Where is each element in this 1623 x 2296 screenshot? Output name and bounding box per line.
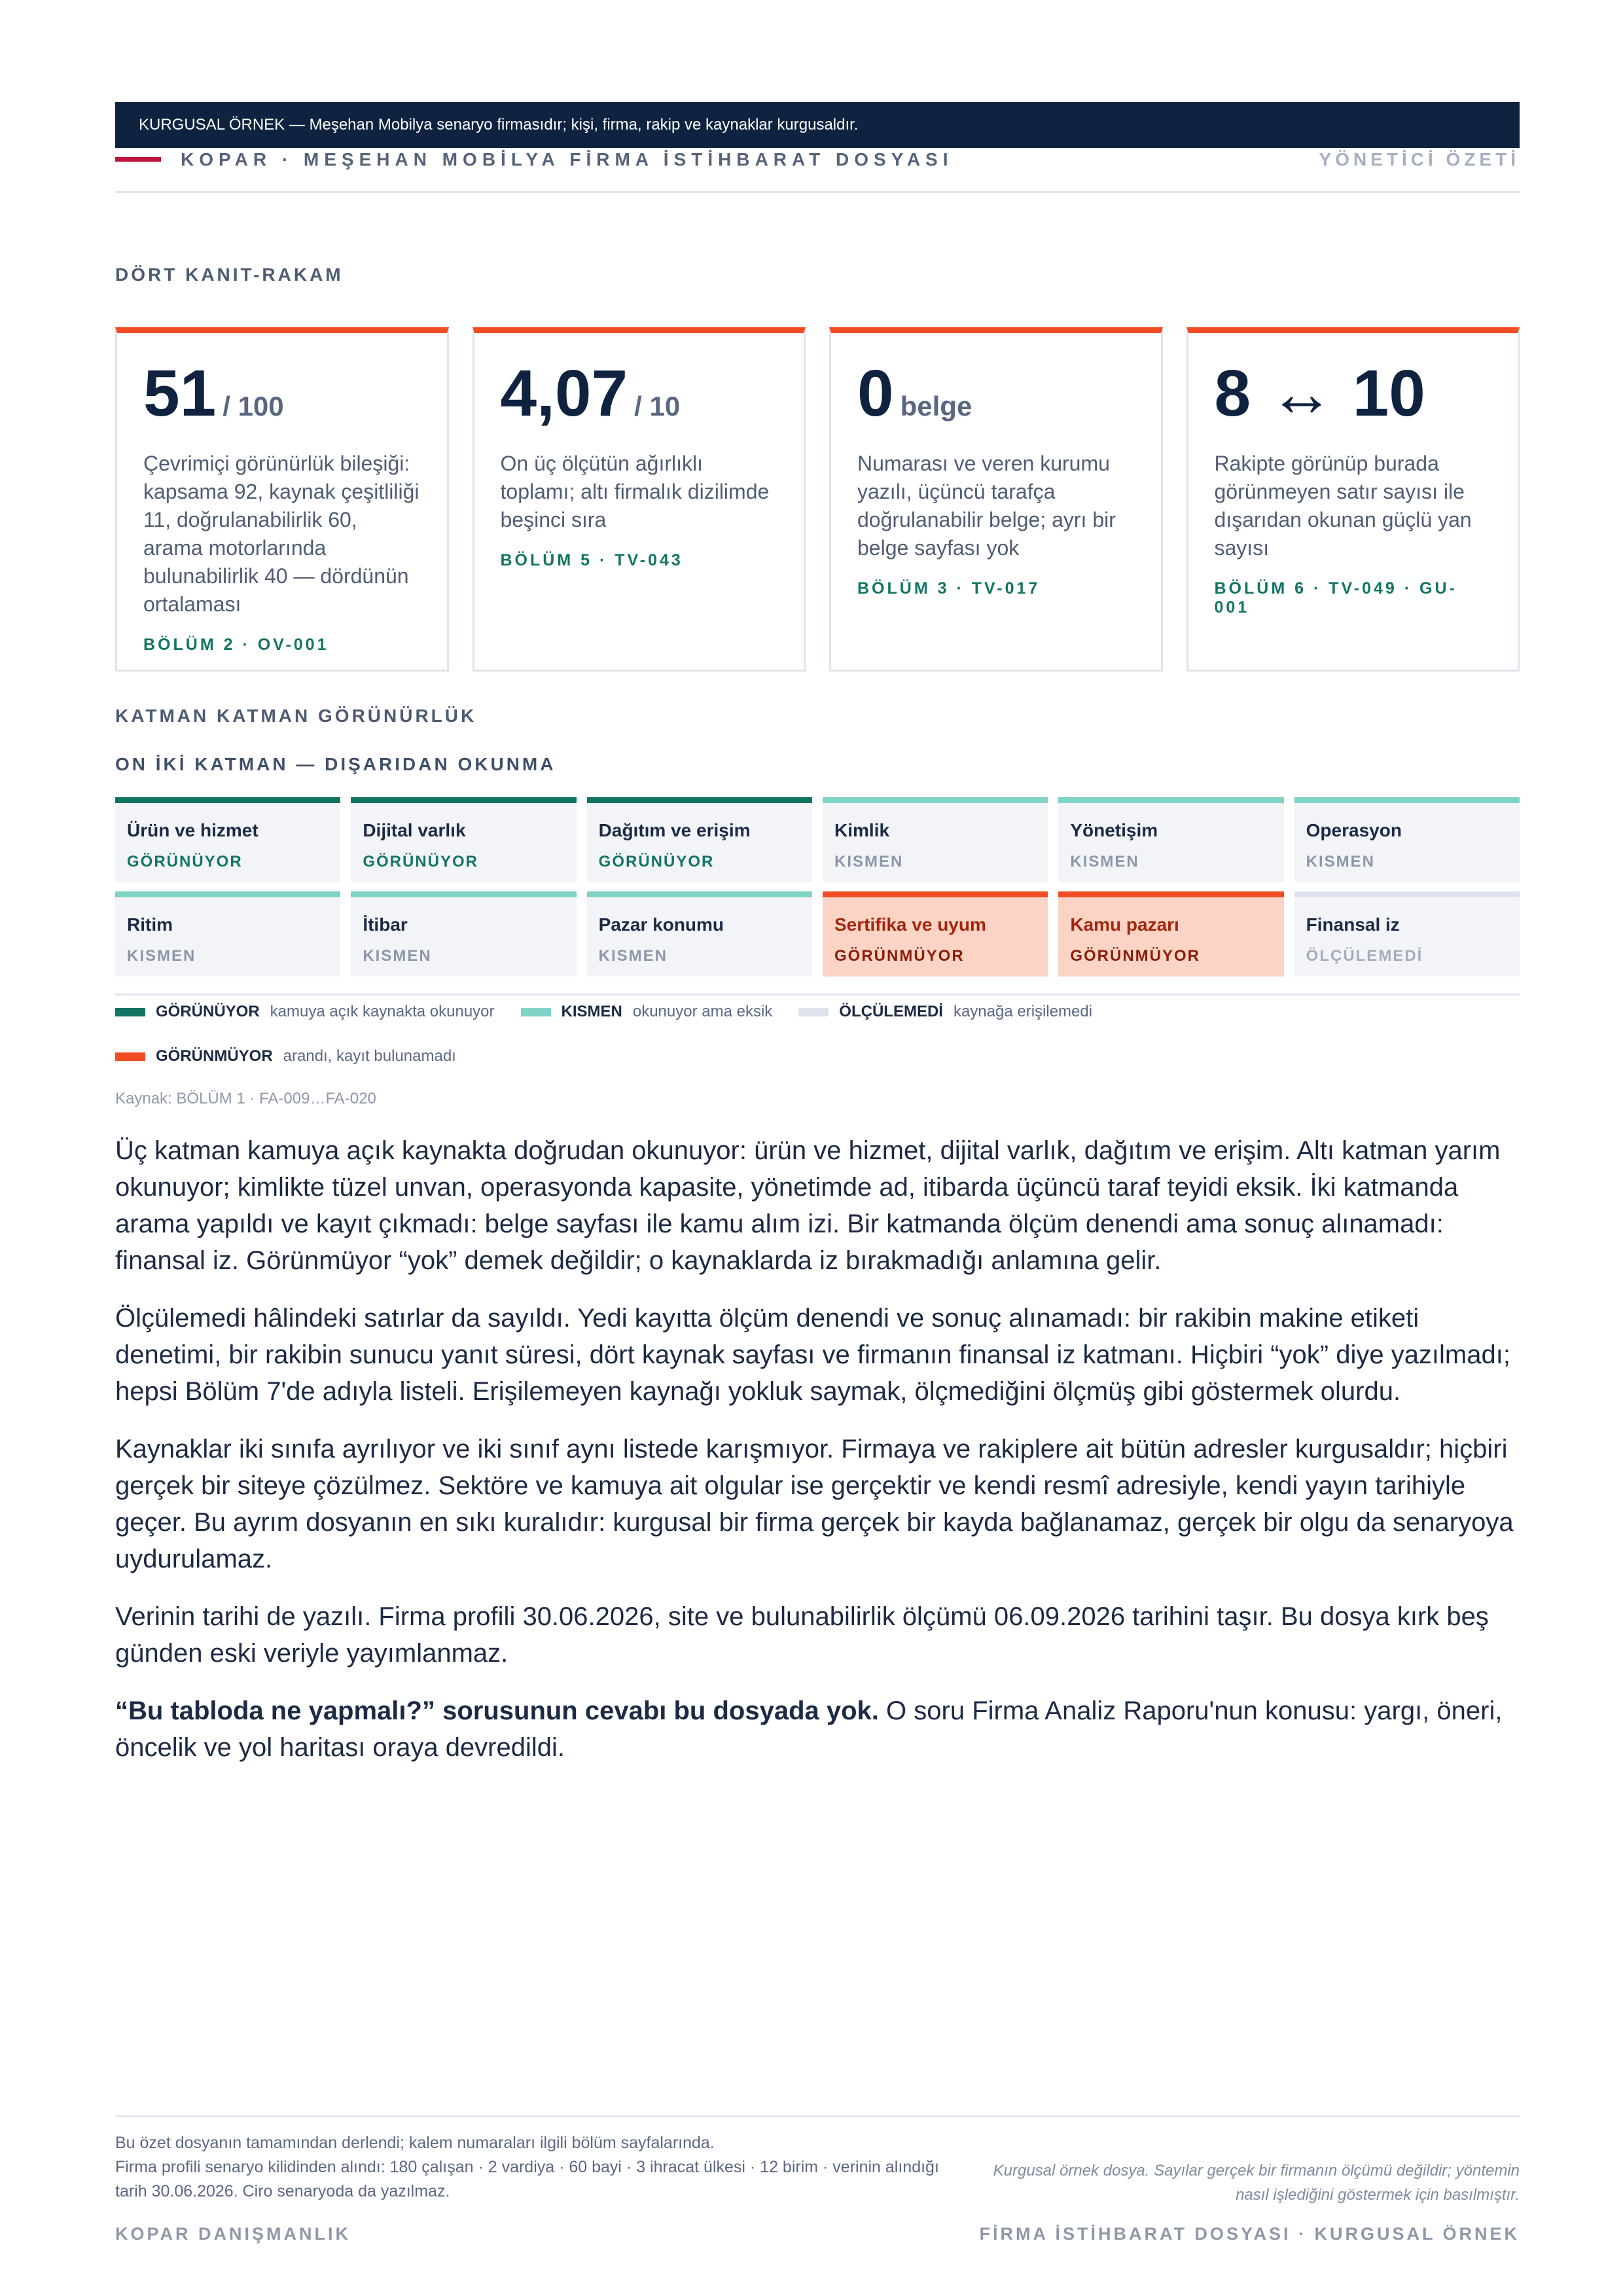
card-reference: BÖLÜM 3 · TV-017 [857, 579, 1041, 598]
paragraph: Üç katman kamuya açık kaynakta doğrudan okunuyor: ürün ve hizmet, dijital varlık, dağıtım ve erişim. Altı katman yarım okunuyor; kimlikte tüzel unvan, operasyonda kapasite, yönetimde ad, itibarda üçüncü taraf teyidi eksik. İki katmanda arama yapıldı ve kayıt çıkmadı: belge sayfası ile kamu alım izi. Bir katmanda ölçüm denendi ama sonuç alınamadı: finansal iz. Görünmüyor “yok” demek değildir; o kaynaklarda iz bırakmadığı anlamına gelir. [115, 1136, 1501, 1275]
layer-grid [115, 797, 1520, 977]
layer-status: KISMEN [834, 853, 904, 870]
layer-status: KISMEN [1070, 853, 1139, 870]
grid-divider [115, 994, 1520, 996]
card-reference: BÖLÜM 6 · TV-049 · GU-001 [1214, 579, 1457, 617]
card-reference: BÖLÜM 2 · OV-001 [143, 636, 329, 654]
evidence-card [829, 327, 1163, 672]
card-unit: / 10 [634, 391, 681, 422]
footer-note: Bu özet dosyanın tamamından derlendi; kalem numaraları ilgili bölüm sayfalarında. [115, 2134, 715, 2152]
legend-swatch-partial [521, 1008, 551, 1016]
card-description: Numarası ve veren kurumu yazılı, üçüncü tarafça doğrulanabilir belge; ayrı bir belge sayfası yok [857, 452, 1116, 560]
closing-bold: “Bu tabloda ne yapmalı?” sorusunun cevabı bu dosyada yok. [115, 1696, 879, 1725]
layer-name: Dağıtım ve erişim [598, 820, 751, 840]
closing-paragraph [115, 1693, 1520, 1766]
paragraph: Verinin tarihi de yazılı. Firma profili 30.06.2026, site ve bulunabilirlik ölçümü 06.09.2026 tarihini taşır. Bu dosya kırk beş günden eski veriyle yayımlanmaz. [115, 1602, 1489, 1668]
legend-row-1 [115, 1003, 1118, 1021]
fiction-banner: KURGUSAL ÖRNEK — Meşehan Mobilya senaryo firmasıdır; kişi, firma, rakip ve kaynaklar kurgusaldır. [115, 102, 1520, 148]
footer-disclaimer: Kurgusal örnek dosya. Sayılar gerçek bir firmanın ölçümü değildir; yöntemin nasıl işlediğini göstermek için basılmıştır. [993, 2162, 1520, 2204]
evidence-card [115, 327, 449, 672]
footer-note: Firma profili senaryo kilidinden alındı: 180 çalışan · 2 vardiya · 60 bayi · 3 ihracat ülkesi · 12 birim · verinin alındığı tarih 30.06.2026. Ciro senaryoda da yazılmaz. [115, 2158, 939, 2200]
body-text [115, 1132, 1520, 1787]
paragraph: Ölçülemedi hâlindeki satırlar da sayıldı. Yedi kayıtta ölçüm denendi ve sonuç alınamadı: bir rakibin makine etiketi denetimi, bir rakibin sunucu yanıt süresi, dört kaynak sayfası ve firmanın finansal iz katmanı. Hiçbiri “yok” diye yazılmadı; hepsi Bölüm 7'de adıyla listeli. Erişilemeyen kaynağı yokluk saymak, ölçmediğini ölçmüş gibi göstermek olurdu. [115, 1304, 1510, 1406]
layer-name: Pazar konumu [598, 914, 724, 935]
layer-cell [1294, 891, 1520, 977]
card-value: 51 [143, 357, 217, 430]
evidence-cards [115, 327, 1520, 672]
closing-rest: O soru Firma Analiz Raporu'nun konusu: yargı, öneri, öncelik ve yol haritası oraya devredildi. [115, 1696, 1503, 1762]
layer-name: Yönetişim [1070, 820, 1158, 840]
legend-key: ÖLÇÜLEMEDİ [839, 1003, 943, 1020]
layer-name: Ürün ve hizmet [127, 820, 259, 840]
legend-key: GÖRÜNMÜYOR [156, 1047, 273, 1065]
card-value: 0 [857, 357, 894, 430]
layer-cell [587, 797, 812, 882]
legend-key: KISMEN [561, 1003, 622, 1020]
card-value: 4,07 [500, 357, 628, 430]
layer-cell [1294, 797, 1520, 882]
layer-status: KISMEN [363, 947, 432, 965]
layer-cell [1058, 891, 1283, 977]
legend-swatch-visible [115, 1008, 145, 1016]
layers-heading: KATMAN KATMAN GÖRÜNÜRLÜK [115, 706, 477, 726]
layers-subheading: ON İKİ KATMAN — DIŞARIDAN OKUNMA [115, 754, 556, 774]
legend-swatch-invisible [115, 1052, 145, 1061]
layer-status: ÖLÇÜLEMEDİ [1306, 947, 1423, 965]
footer-notes [115, 2131, 972, 2204]
paragraph: Kaynaklar iki sınıfa ayrılıyor ve iki sınıf aynı listede karışmıyor. Firmaya ve rakiplere ait bütün adresler kurgusaldır; hiçbiri gerçek bir siteye çözülmez. Sektöre ve kamuya ait olgular ise gerçektir ve kendi resmî adresiyle, kendi yayın tarihiyle geçer. Bu ayrım dosyanın en sıkı kuralıdır: kurgusal bir firma gerçek bir kayda bağlanamaz, gerçek bir olgu da senaryoya uydurulamaz. [115, 1435, 1514, 1573]
layer-name: Finansal iz [1306, 914, 1400, 935]
header-accent-bar [115, 157, 161, 162]
layer-status: KISMEN [598, 947, 668, 965]
layer-cell [823, 797, 1048, 882]
legend-text: okunuyor ama eksik [632, 1003, 773, 1020]
layer-status: KISMEN [127, 947, 196, 965]
footer-series: FİRMA İSTİHBARAT DOSYASI · KURGUSAL ÖRNEK [979, 2224, 1520, 2244]
header-divider [115, 191, 1520, 193]
card-reference: BÖLÜM 5 · TV-043 [500, 551, 683, 569]
section-title: YÖNETİCİ ÖZETİ [1319, 149, 1520, 170]
card-unit: / 100 [223, 391, 284, 422]
evidence-heading: DÖRT KANIT-RAKAM [115, 264, 344, 285]
card-description: On üç ölçütün ağırlıklı toplamı; altı firmalık dizilimde beşinci sıra [500, 452, 770, 531]
layer-status: KISMEN [1306, 853, 1375, 870]
layer-cell [115, 797, 340, 882]
card-description: Rakipte görünüp burada görünmeyen satır sayısı ile dışarıdan okunan güçlü yan sayısı [1214, 452, 1472, 560]
card-unit: belge [900, 391, 972, 422]
layer-cell [115, 891, 340, 977]
layer-status: GÖRÜNMÜYOR [1070, 947, 1200, 965]
legend-row-2 [115, 1047, 482, 1066]
layer-cell [351, 891, 576, 977]
legend-text: kamuya açık kaynakta okunuyor [270, 1003, 495, 1020]
layer-name: Sertifika ve uyum [834, 914, 986, 935]
layer-cell [1058, 797, 1283, 882]
layer-status: GÖRÜNÜYOR [127, 853, 243, 870]
layer-name: Kimlik [834, 820, 890, 840]
layer-cell [823, 891, 1048, 977]
layer-name: Kamu pazarı [1070, 914, 1179, 935]
footer-divider [115, 2115, 1520, 2117]
evidence-card [473, 327, 806, 672]
layer-cell [587, 891, 812, 977]
layer-status: GÖRÜNÜYOR [598, 853, 715, 870]
legend-text: kaynağa erişilemedi [953, 1003, 1093, 1020]
layer-name: Operasyon [1306, 820, 1402, 840]
source-note: Kaynak: BÖLÜM 1 · FA-009…FA-020 [115, 1090, 376, 1107]
card-value: 8 ↔ 10 [1214, 357, 1425, 430]
legend-swatch-unmeasured [798, 1008, 829, 1016]
footer-brand: KOPAR DANIŞMANLIK [115, 2224, 351, 2244]
layer-status: GÖRÜNMÜYOR [834, 947, 965, 965]
legend-key: GÖRÜNÜYOR [156, 1003, 260, 1020]
layer-name: Ritim [127, 914, 173, 935]
evidence-card [1186, 327, 1520, 672]
layer-name: Dijital varlık [363, 820, 466, 840]
layer-status: GÖRÜNÜYOR [363, 853, 478, 870]
layer-name: İtibar [363, 914, 408, 935]
document-title: KOPAR · MEŞEHAN MOBİLYA FİRMA İSTİHBARAT DOSYASI [181, 149, 954, 170]
layer-cell [351, 797, 576, 882]
card-description: Çevrimiçi görünürlük bileşiği: kapsama 92, kaynak çeşitliliği 11, doğrulanabilirlik 60, arama motorlarında bulunabilirlik 40 — dördünün ortalaması [143, 452, 419, 616]
legend-text: arandı, kayıt bulunamadı [283, 1047, 456, 1065]
